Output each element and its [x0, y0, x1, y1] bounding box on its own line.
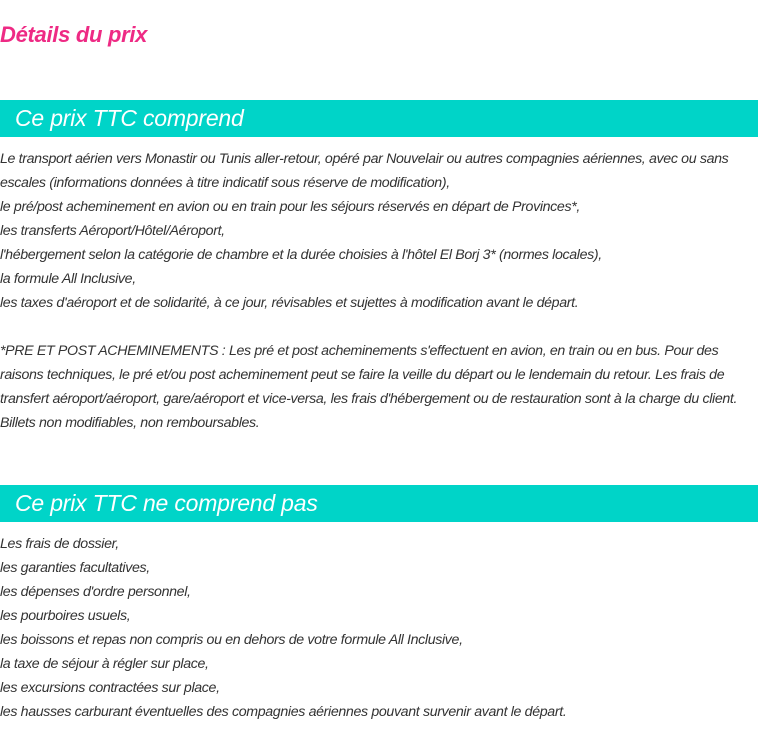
included-section-header: Ce prix TTC comprend	[0, 100, 758, 137]
excluded-item: les boissons et repas non compris ou en dehors de votre formule All Inclusive,	[0, 632, 463, 648]
excluded-item: les hausses carburant éventuelles des compagnies aériennes pouvant survenir avant le départ.	[0, 704, 567, 720]
excluded-item: Les frais de dossier,	[0, 536, 119, 552]
included-list	[0, 147, 752, 315]
page-title: Détails du prix	[0, 22, 148, 47]
included-item: les transferts Aéroport/Hôtel/Aéroport,	[0, 223, 225, 239]
excluded-item: la taxe de séjour à régler sur place,	[0, 656, 209, 672]
included-item: Le transport aérien vers Monastir ou Tunis aller-retour, opéré par Nouvelair ou autres compagnies aériennes, avec ou sans escales (informations données à titre indicatif sous réserve de modification),	[0, 151, 729, 191]
excluded-item: les excursions contractées sur place,	[0, 680, 220, 696]
excluded-item: les dépenses d'ordre personnel,	[0, 584, 191, 600]
excluded-item: les garanties facultatives,	[0, 560, 150, 576]
excluded-list	[0, 532, 752, 724]
excluded-item: les pourboires usuels,	[0, 608, 131, 624]
included-item: la formule All Inclusive,	[0, 271, 136, 287]
excluded-section-header: Ce prix TTC ne comprend pas	[0, 485, 758, 522]
included-item: l'hébergement selon la catégorie de chambre et la durée choisies à l'hôtel El Borj 3* (normes locales),	[0, 247, 602, 263]
included-item: les taxes d'aéroport et de solidarité, à ce jour, révisables et sujettes à modification avant le départ.	[0, 295, 579, 311]
included-item: le pré/post acheminement en avion ou en train pour les séjours réservés en départ de Provinces*,	[0, 199, 580, 215]
transfer-note: *PRE ET POST ACHEMINEMENTS : Les pré et post acheminements s'effectuent en avion, en train ou en bus. Pour des raisons techniques, le pré et/ou post acheminement peut se faire la veille du départ ou le lendemain du retour. Les frais de transfert aéroport/aéroport, gare/aéroport et vice-versa, les frais d'hébergement ou de restauration sont à la charge du client. Billets non modifiables, non remboursables.	[0, 343, 738, 431]
